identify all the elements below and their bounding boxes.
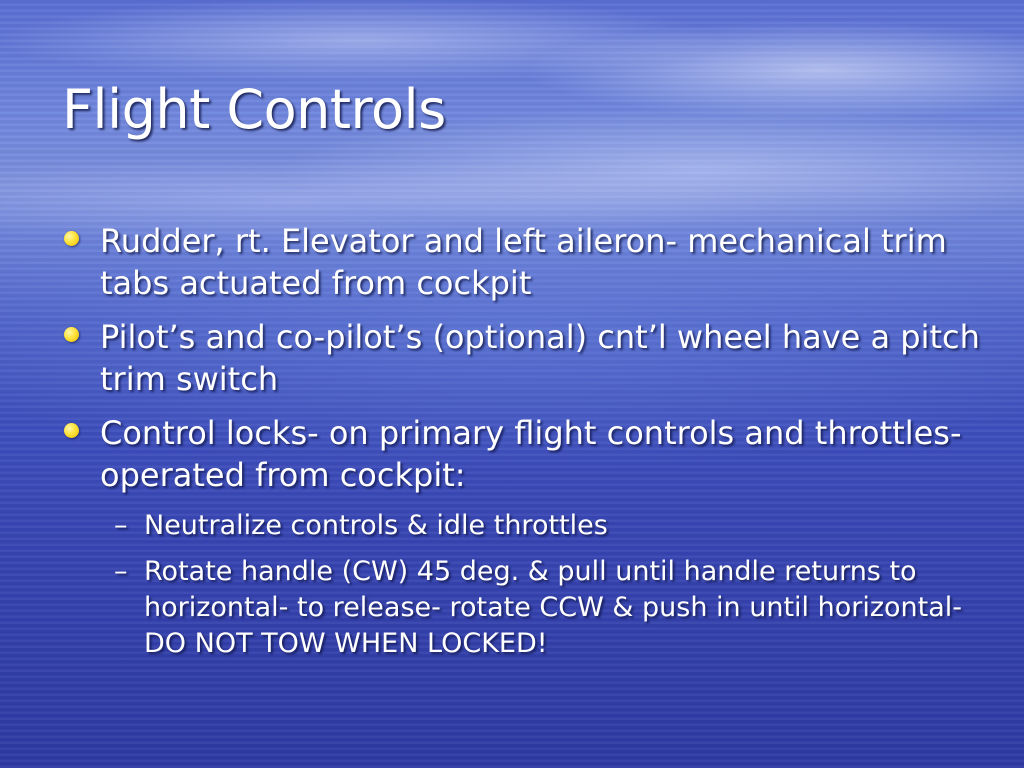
sub-bullet-text: Rotate handle (CW) 45 deg. & pull until handle returns to horizontal- to release- rotate CCW & push in until horizontal- DO NOT TOW WHEN LOCKED! xyxy=(144,556,963,659)
yellow-dot-bullet-icon xyxy=(64,423,79,438)
bullet-text: Rudder, rt. Elevator and left aileron- mechanical trim tabs actuated from cockpit xyxy=(100,222,947,302)
bullet-text: Control locks- on primary flight controls and throttles- operated from cockpit: xyxy=(100,414,962,494)
bullet-item xyxy=(62,316,982,400)
bullet-text: Pilot’s and co-pilot’s (optional) cnt’l wheel have a pitch trim switch xyxy=(100,318,980,398)
sub-bullet-item xyxy=(62,508,982,544)
slide-content xyxy=(62,220,982,672)
dash-bullet-icon: – xyxy=(114,556,128,587)
sub-bullet-text: Neutralize controls & idle throttles xyxy=(144,510,608,541)
bullet-item xyxy=(62,220,982,304)
yellow-dot-bullet-icon xyxy=(64,327,79,342)
dash-bullet-icon: – xyxy=(114,510,128,541)
yellow-dot-bullet-icon xyxy=(64,231,79,246)
sub-bullet-item xyxy=(62,554,982,662)
bullet-item xyxy=(62,412,982,496)
slide-title: Flight Controls xyxy=(62,78,446,141)
